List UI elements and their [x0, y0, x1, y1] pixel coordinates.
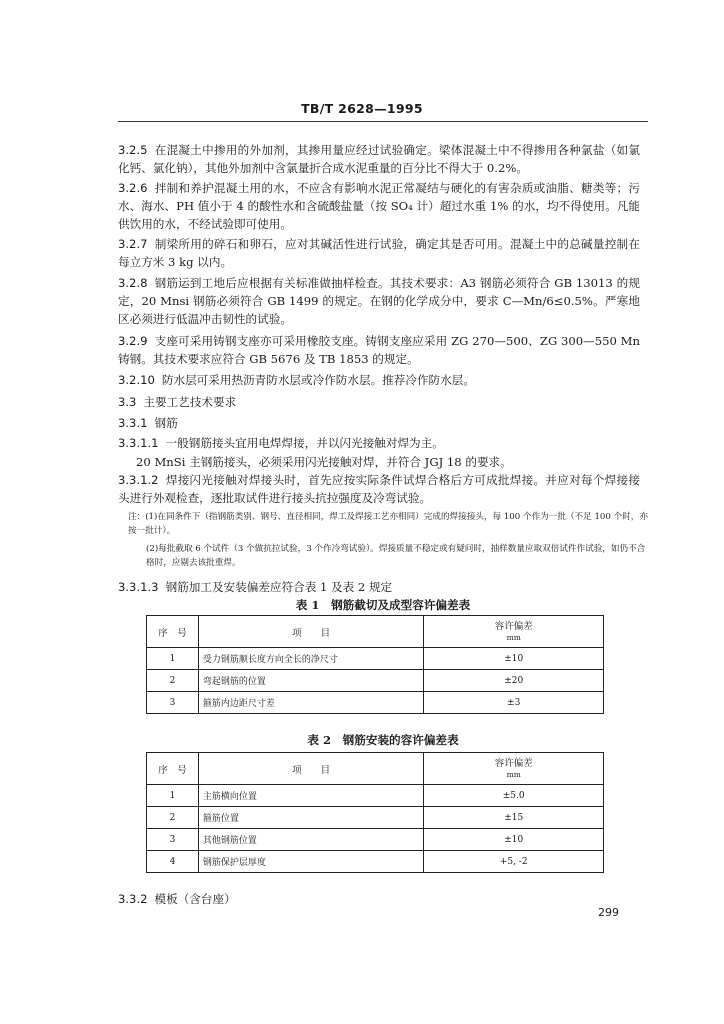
clause-number: 3.2.6: [118, 181, 148, 195]
col-item-header: 项 目: [198, 753, 423, 785]
clause-number: 3.3.1: [118, 416, 148, 430]
col-item-header: 项 目: [198, 616, 423, 648]
item-cell: 钢筋保护层厚度: [198, 851, 423, 873]
clause-text: 模板（含台座）: [154, 892, 236, 906]
clause-number: 3.2.9: [118, 334, 148, 348]
item-cell: 主筋横向位置: [198, 785, 423, 807]
table-2-caption: 表 2 钢筋安装的容许偏差表: [307, 733, 459, 747]
clause-number: 3.2.7: [118, 237, 148, 251]
col-tol-header: [424, 753, 604, 785]
seq-cell: 2: [147, 807, 199, 829]
item-cell: 箍筋位置: [198, 807, 423, 829]
clause-text: 主要工艺技术要求: [143, 395, 237, 409]
page-number: 299: [598, 906, 619, 919]
clause-text: 拌制和养护混凝土用的水，不应含有影响水泥正常凝结与硬化的有害杂质或油脂、糖类等；污水、海水、PH 值小于 4 的酸性水和含硫酸盐量（按 SO₄ 计）超过水重 1% 的水，均不得使用。凡能供饮用的水，不经试验即可使用。: [118, 181, 640, 232]
clause-3-3-1-1: [118, 434, 640, 452]
clause-text: 钢筋: [154, 416, 178, 430]
tol-cell: ±20: [424, 670, 604, 692]
clause-text: 钢筋运到工地后应根据有关标准做抽样检查。其技术要求：A3 钢筋必须符合 GB 13013 的规定，20 Mnsi 钢筋必须符合 GB 1499 的规定。在钢的化学成分中，要求 C—Mn/6≤0.5%。严寒地区必须进行低温冲击韧性的试验。: [118, 276, 640, 327]
tolerance-label: 容许偏差: [494, 758, 533, 769]
clause-number: 3.3: [118, 395, 137, 409]
clause-text: 20 MnSi 主钢筋接头，必须采用闪光接触对焊，并符合 JGJ 18 的要求。: [136, 455, 512, 469]
standard-header: TB/T 2628—1995: [301, 101, 423, 116]
clause-number: 3.3.1.3: [118, 580, 159, 594]
clause-number: 3.3.1.1: [118, 436, 159, 450]
clause-3-3-1-2: [118, 471, 640, 507]
clause-3-3-1-1-b: [136, 453, 642, 471]
table-row: [147, 692, 604, 714]
table-row: [147, 829, 604, 851]
clause-3-2-6: [118, 179, 640, 234]
header-rule: [118, 121, 648, 122]
clause-text: 制梁所用的碎石和卵石，应对其碱活性进行试验，确定其是否可用。混凝土中的总碱量控制在每立方米 3 kg 以内。: [118, 237, 640, 270]
tol-cell: ±5.0: [424, 785, 604, 807]
seq-cell: 3: [147, 829, 199, 851]
table-row: [147, 648, 604, 670]
table-row: [147, 807, 604, 829]
tol-cell: +5, -2: [424, 851, 604, 873]
clause-number: 3.2.5: [118, 143, 148, 157]
section-3-3: [118, 393, 640, 411]
clause-text: 防水层可采用热沥青防水层或冷作防水层。推荐冷作防水层。: [161, 373, 475, 387]
table-1: [146, 615, 604, 714]
seq-cell: 3: [147, 692, 199, 714]
clause-3-2-5: [118, 141, 640, 177]
clause-text: 支座可采用铸钢支座亦可采用橡胶支座。铸钢支座应采用 ZG 270—500、ZG 300—550 Mn 铸钢。其技术要求应符合 GB 5676 及 TB 1853 的规定。: [118, 334, 640, 367]
tolerance-label: 容许偏差: [494, 621, 533, 632]
table-header-row: [147, 753, 604, 785]
clause-3-2-8: [118, 274, 640, 329]
note-1: 注：(1)在同条件下（指钢筋类别、钢号、直径相同，焊工及焊接工艺亦相同）完成的焊接接头，每 100 个作为一批（不足 100 个时，亦按一批计）。: [128, 512, 648, 536]
table-row: [147, 785, 604, 807]
clause-number: 3.2.10: [118, 373, 155, 387]
clause-number: 3.3.2: [118, 892, 148, 906]
clause-text: 在混凝土中掺用的外加剂，其掺用量应经过试验确定。梁体混凝土中不得掺用各种氯盐（如氯化钙、氯化钠），其他外加剂中含氯量折合成水泥重量的百分比不得大于 0.2%。: [118, 143, 640, 176]
col-seq-header: 序 号: [147, 616, 199, 648]
clause-number: 3.2.8: [118, 276, 148, 290]
table-1-caption: 表 1 钢筋截切及成型容许偏差表: [295, 598, 471, 612]
tol-cell: ±3: [424, 692, 604, 714]
clause-text: 焊接闪光接触对焊接头时，首先应按实际条件试焊合格后方可成批焊接。并应对每个焊接接头进行外观检查，逐批取试件进行接头抗拉强度及冷弯试验。: [118, 473, 640, 506]
clause-number: 3.3.1.2: [118, 473, 159, 487]
clause-3-2-10: [118, 371, 640, 389]
tol-cell: ±15: [424, 807, 604, 829]
note-2: (2)每批截取 6 个试件（3 个做抗拉试验，3 个作冷弯试验）。焊接质量不稳定或有疑问时，抽样数量应取双倍试件作试验，如仍不合格时，应剔去该批重焊。: [146, 544, 646, 568]
item-cell: 弯起钢筋的位置: [198, 670, 423, 692]
clause-text: 一般钢筋接头宜用电焊焊接，并以闪光接触对焊为主。: [165, 436, 444, 450]
item-cell: 受力钢筋顺长度方向全长的净尺寸: [198, 648, 423, 670]
clause-text: 钢筋加工及安装偏差应符合表 1 及表 2 规定: [165, 580, 393, 594]
col-tol-header: [424, 616, 604, 648]
seq-cell: 2: [147, 670, 199, 692]
tol-cell: ±10: [424, 648, 604, 670]
table-header-row: [147, 616, 604, 648]
table-row: [147, 670, 604, 692]
tol-cell: ±10: [424, 829, 604, 851]
table-row: [147, 851, 604, 873]
unit-label: mm: [506, 770, 521, 779]
item-cell: 箍筋内边距尺寸差: [198, 692, 423, 714]
item-cell: 其他钢筋位置: [198, 829, 423, 851]
table-2: [146, 752, 604, 873]
clause-3-3-2: [118, 890, 640, 908]
seq-cell: 4: [147, 851, 199, 873]
col-seq-header: 序 号: [147, 753, 199, 785]
seq-cell: 1: [147, 648, 199, 670]
clause-3-2-7: [118, 235, 640, 271]
seq-cell: 1: [147, 785, 199, 807]
clause-3-3-1: [118, 414, 640, 432]
clause-3-3-1-3: [118, 578, 640, 596]
clause-3-2-9: [118, 332, 640, 368]
unit-label: mm: [506, 633, 521, 642]
